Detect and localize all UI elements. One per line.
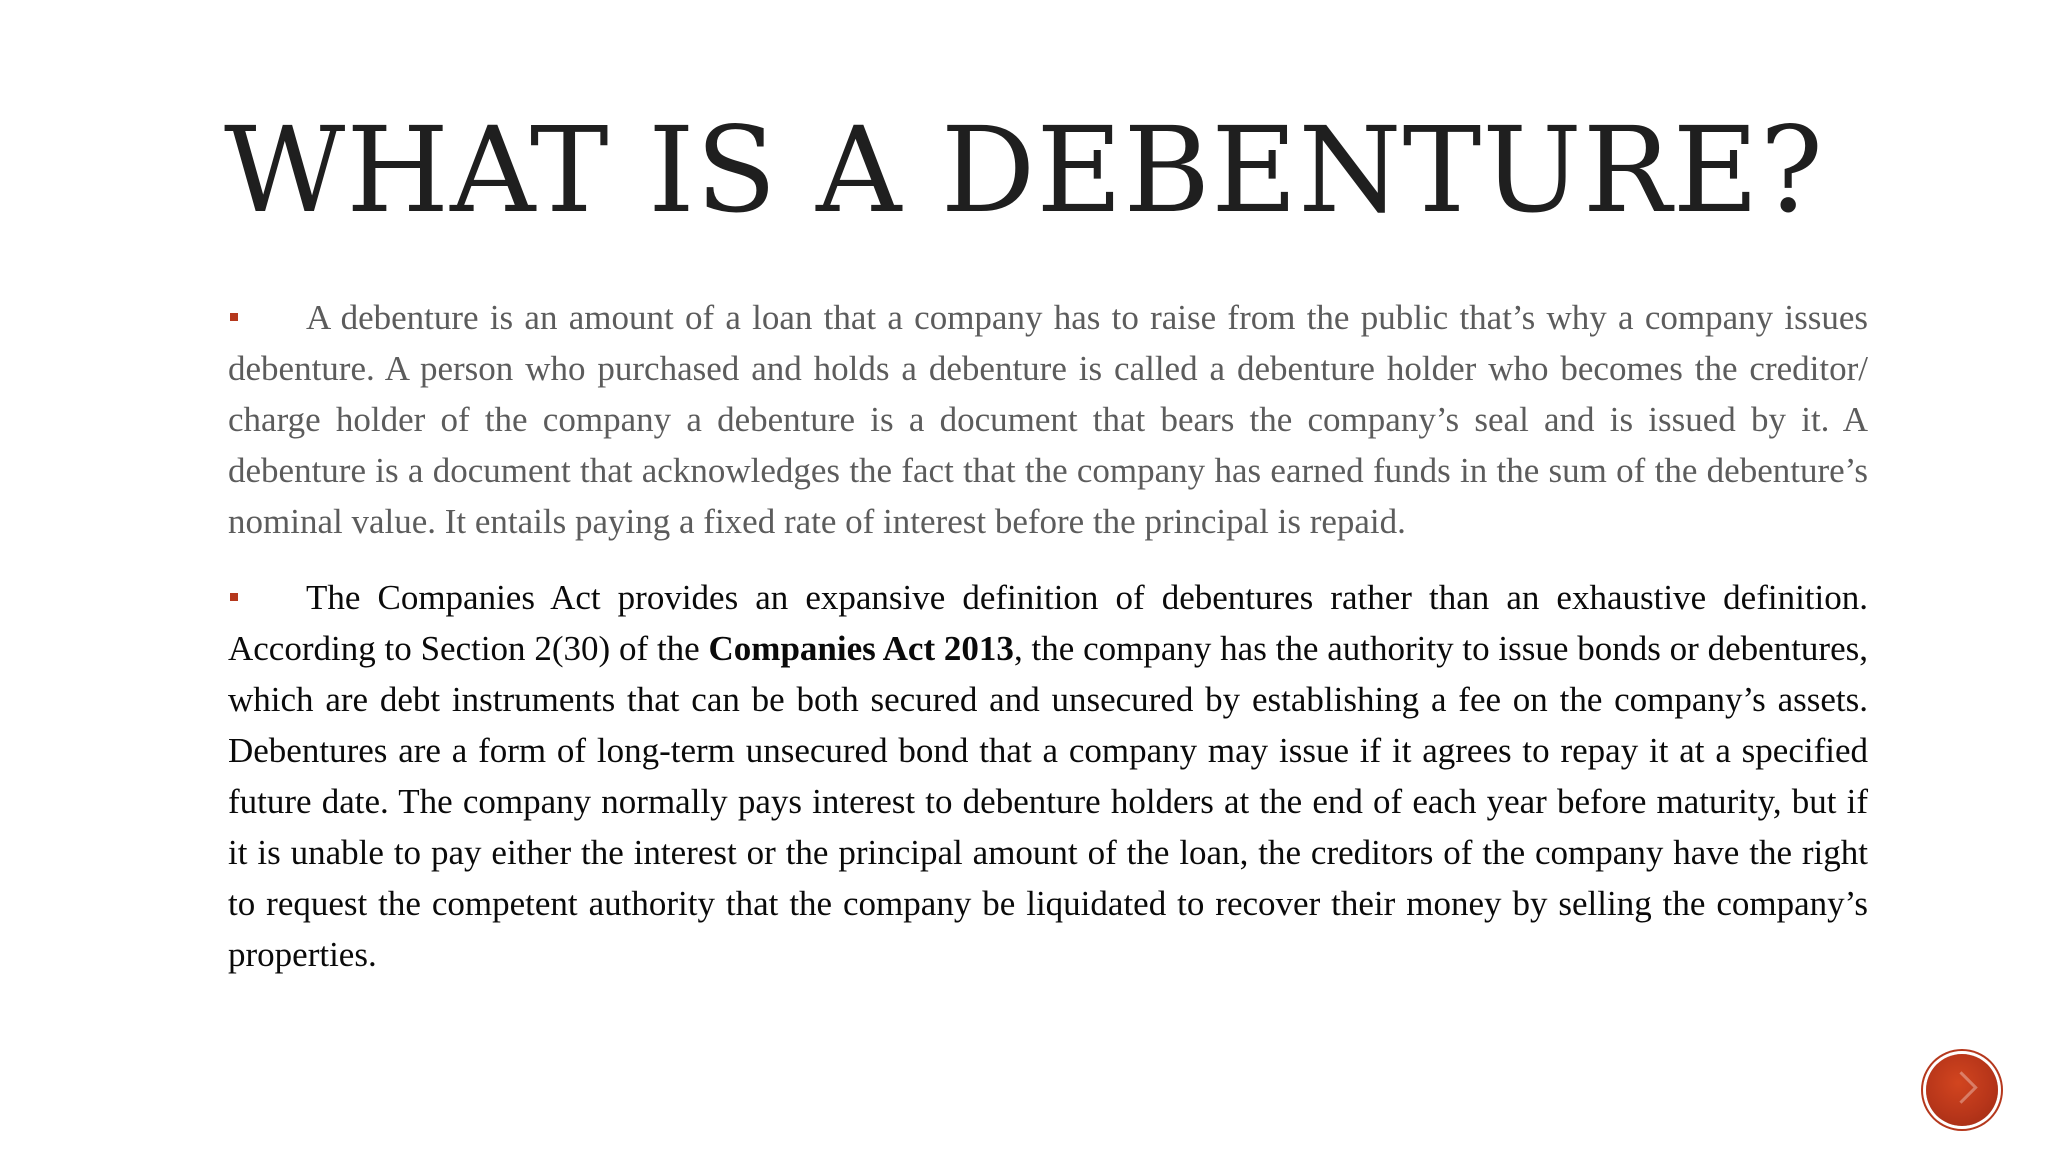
paragraph-text: A debenture is an amount of a loan that a company has to raise from the public that’s why a company issues debenture. A person who purchased and holds a debenture is called a debenture holder who becomes the creditor/ charge holder of the company a debenture is a document that bears the company’s seal and is issued by it. A debenture is a document that acknowledges the fact that the company has earned funds in the sum of the debenture’s nominal value. It entails paying a fixed rate of interest before the principal is repaid. (228, 298, 1868, 541)
paragraph-text-after: , the company has the authority to issue bonds or debentures, which are debt instruments that can be both secured and unsecured by establishing a fee on the company’s assets. Debentures are a form of long-term unsecured bond that a company may issue if it agrees to repay it at a specified future date. The company normally pays interest to debenture holders at the end of each year before maturity, but if it is unable to pay either the interest or the principal amount of the loan, the creditors of the company have the right to request the competent authority that the company be liquidated to recover their money by selling the company’s properties. (228, 629, 1868, 974)
slide-body (228, 292, 1868, 980)
paragraph-text-before: The Companies Act provides an expansive definition of debentures rather than an exhaustive definition. According to Section 2(30) of the (228, 578, 1868, 668)
companies-act-emphasis: Companies Act 2013 (708, 629, 1014, 668)
next-slide-button[interactable] (1926, 1054, 1998, 1126)
paragraph-companies-act (228, 572, 1868, 980)
slide-title: WHAT IS A DEBENTURE? (223, 101, 1825, 239)
next-slide-icon (1945, 1071, 1978, 1104)
square-bullet-icon (230, 313, 238, 321)
paragraph-definition (228, 292, 1868, 547)
square-bullet-icon (230, 593, 238, 601)
